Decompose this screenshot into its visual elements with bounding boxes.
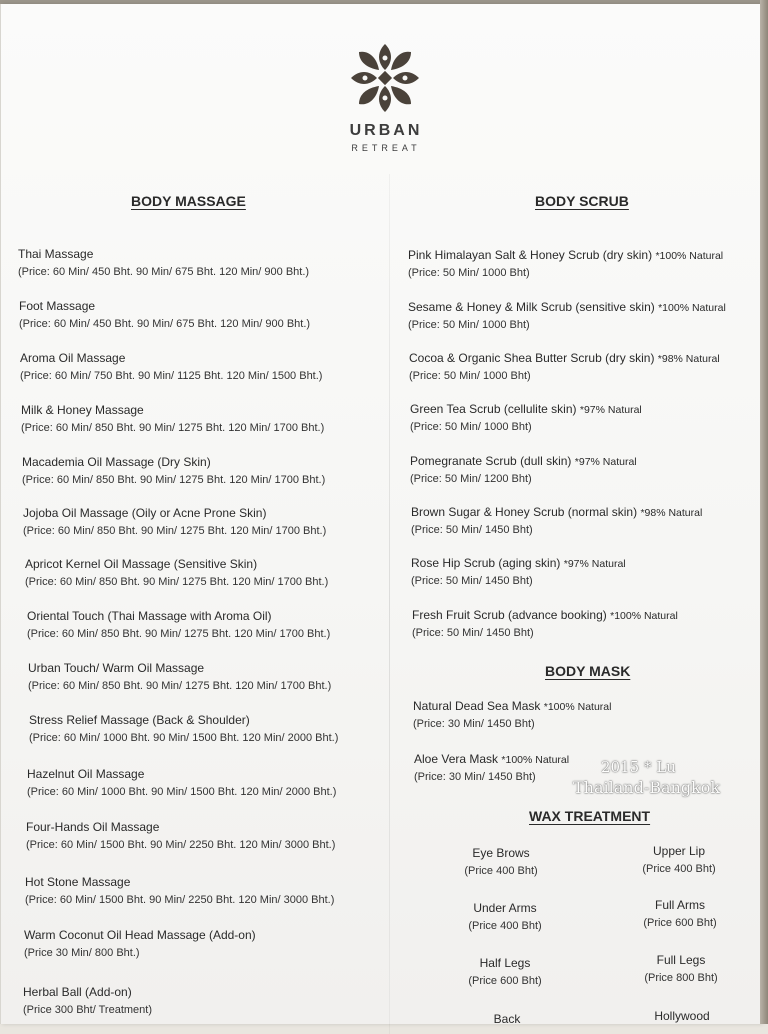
list-item [19,299,310,330]
mask-price: (Price: 30 Min/ 1450 Bht) [413,718,535,730]
wax-price: (Price 600 Bht) [643,917,717,929]
massage-price: (Price: 60 Min/ 850 Bht. 90 Min/ 1275 Bht. 120 Min/ 1700 Bht.) [28,680,332,692]
massage-name: Urban Touch/ Warm Oil Massage [28,661,205,675]
natural-tag: *97% Natural [579,404,642,416]
natural-tag: *97% Natural [563,558,626,570]
massage-name: Aroma Oil Massage [20,351,126,365]
massage-price: (Price: 60 Min/ 1500 Bht. 90 Min/ 2250 Bht. 120 Min/ 3000 Bht.) [26,839,336,851]
list-item [408,300,726,331]
list-item [446,846,556,877]
scrub-name: Brown Sugar & Honey Scrub (normal skin) [411,505,638,519]
wax-name: Back [493,1012,521,1026]
scrub-name: Green Tea Scrub (cellulite skin) [410,402,577,416]
scrub-price: (Price: 50 Min/ 1000 Bht) [408,319,530,331]
massage-name: Oriental Touch (Thai Massage with Aroma Oil) [27,609,272,623]
massage-price: (Price 300 Bht/ Treatment) [23,1004,152,1016]
list-item [29,713,338,744]
scrub-price: (Price: 50 Min/ 1000 Bht) [410,421,532,433]
mask-name: Aloe Vera Mask [414,752,499,766]
massage-price: (Price 30 Min/ 800 Bht.) [24,947,140,959]
list-item [23,985,152,1016]
scrub-price: (Price: 50 Min/ 1000 Bht) [408,267,530,279]
heading-body-mask: BODY MASK [545,663,631,679]
scrub-name: Cocoa & Organic Shea Butter Scrub (dry skin) [409,351,655,365]
massage-name: Warm Coconut Oil Head Massage (Add-on) [24,928,256,942]
list-item [20,351,322,382]
massage-name: Macademia Oil Massage (Dry Skin) [22,455,211,469]
heading-body-scrub: BODY SCRUB [535,193,629,209]
wax-name: Hollywood [654,1009,710,1023]
brand-subtitle: RETREAT [351,143,421,153]
watermark-line-1: 2015 * Lu [601,758,676,776]
scrub-price: (Price: 50 Min/ 1450 Bht) [412,627,534,639]
wax-name: Eye Brows [472,846,530,860]
list-item [627,1009,737,1023]
scrub-name: Sesame & Honey & Milk Scrub (sensitive skin) [408,300,655,314]
natural-tag: *98% Natural [640,507,703,519]
massage-price: (Price: 60 Min/ 450 Bht. 90 Min/ 675 Bht. 120 Min/ 900 Bht.) [19,318,311,330]
natural-tag: *100% Natural [658,302,726,314]
urban-retreat-logo-icon [347,40,423,116]
scrub-name: Fresh Fruit Scrub (advance booking) [412,608,607,622]
massage-price: (Price: 60 Min/ 450 Bht. 90 Min/ 675 Bht. 120 Min/ 900 Bht.) [18,266,310,278]
scrub-price: (Price: 50 Min/ 1450 Bht) [411,524,533,536]
massage-price: (Price: 60 Min/ 850 Bht. 90 Min/ 1275 Bht. 120 Min/ 1700 Bht.) [22,474,326,486]
wax-price: (Price 800 Bht) [644,972,718,984]
massage-name: Milk & Honey Massage [21,403,144,417]
massage-name: Apricot Kernel Oil Massage (Sensitive Skin) [25,557,258,571]
menu-sheet [0,4,761,1024]
mask-price: (Price: 30 Min/ 1450 Bht) [414,771,536,783]
natural-tag: *97% Natural [574,456,637,468]
list-item [409,351,720,382]
brand-name: URBAN [349,122,423,139]
list-item [27,767,336,798]
watermark-line-2: Thailand-Bangkok [573,778,721,797]
list-item [24,928,256,959]
table-edge [760,0,768,1024]
massage-name: Hazelnut Oil Massage [27,767,145,781]
list-item [18,247,309,278]
massage-price: (Price: 60 Min/ 1500 Bht. 90 Min/ 2250 Bht. 120 Min/ 3000 Bht.) [25,894,335,906]
list-item [411,556,626,587]
column-divider [389,174,390,1034]
massage-price: (Price: 60 Min/ 850 Bht. 90 Min/ 1275 Bht. 120 Min/ 1700 Bht.) [27,628,331,640]
heading-wax-treatment: WAX TREATMENT [529,808,651,824]
massage-name: Thai Massage [18,247,94,261]
natural-tag: *100% Natural [501,754,570,766]
heading-body-massage: BODY MASSAGE [131,193,246,209]
massage-price: (Price: 60 Min/ 1000 Bht. 90 Min/ 1500 Bht. 120 Min/ 2000 Bht.) [27,786,337,798]
massage-price: (Price: 60 Min/ 850 Bht. 90 Min/ 1275 Bht. 120 Min/ 1700 Bht.) [23,525,327,537]
scrub-name: Pomegranate Scrub (dull skin) [410,454,572,468]
list-item [412,608,678,639]
scrub-price: (Price: 50 Min/ 1000 Bht) [409,370,531,382]
wax-name: Full Legs [656,953,706,967]
massage-price: (Price: 60 Min/ 1000 Bht. 90 Min/ 1500 Bht. 120 Min/ 2000 Bht.) [29,732,339,744]
massage-name: Stress Relief Massage (Back & Shoulder) [29,713,250,727]
massage-price: (Price: 60 Min/ 750 Bht. 90 Min/ 1125 Bht. 120 Min/ 1500 Bht.) [20,370,323,382]
massage-price: (Price: 60 Min/ 850 Bht. 90 Min/ 1275 Bht. 120 Min/ 1700 Bht.) [21,422,325,434]
massage-name: Foot Massage [19,299,96,313]
massage-name: Four-Hands Oil Massage [26,820,160,834]
massage-name: Herbal Ball (Add-on) [23,985,132,999]
list-item [413,699,611,730]
natural-tag: *100% Natural [610,610,678,622]
scrub-price: (Price: 50 Min/ 1200 Bht) [410,473,532,485]
natural-tag: *100% Natural [543,701,612,713]
list-item [450,901,560,932]
wax-price: (Price 400 Bht) [468,920,542,932]
wax-price: (Price 400 Bht) [642,863,716,875]
list-item [408,248,723,279]
scrub-name: Pink Himalayan Salt & Honey Scrub (dry skin) [408,248,653,262]
wax-name: Upper Lip [652,844,706,858]
natural-tag: *98% Natural [657,353,720,365]
scrub-price: (Price: 50 Min/ 1450 Bht) [411,575,533,587]
wax-price: (Price 400 Bht) [464,865,538,877]
list-item [410,454,637,485]
list-item [450,956,560,987]
list-item [624,844,734,875]
list-item [626,953,736,984]
scrub-name: Rose Hip Scrub (aging skin) [411,556,561,570]
natural-tag: *100% Natural [655,250,724,262]
wax-price: (Price 600 Bht) [468,975,542,987]
list-item [25,875,334,906]
list-item [411,505,702,536]
list-item [23,506,326,537]
wax-name: Full Arms [654,898,705,912]
list-item [27,609,330,640]
list-item [625,898,735,929]
list-item [410,402,642,433]
list-item [21,403,324,434]
list-item [25,557,328,588]
wax-name: Half Legs [479,956,531,970]
list-item [22,455,325,486]
massage-name: Hot Stone Massage [25,875,131,889]
massage-price: (Price: 60 Min/ 850 Bht. 90 Min/ 1275 Bht. 120 Min/ 1700 Bht.) [25,576,329,588]
wax-name: Under Arms [473,901,537,915]
massage-name: Jojoba Oil Massage (Oily or Acne Prone Skin) [23,506,267,520]
list-item [414,752,569,783]
list-item [28,661,331,692]
list-item [26,820,335,851]
mask-name: Natural Dead Sea Mask [413,699,541,713]
